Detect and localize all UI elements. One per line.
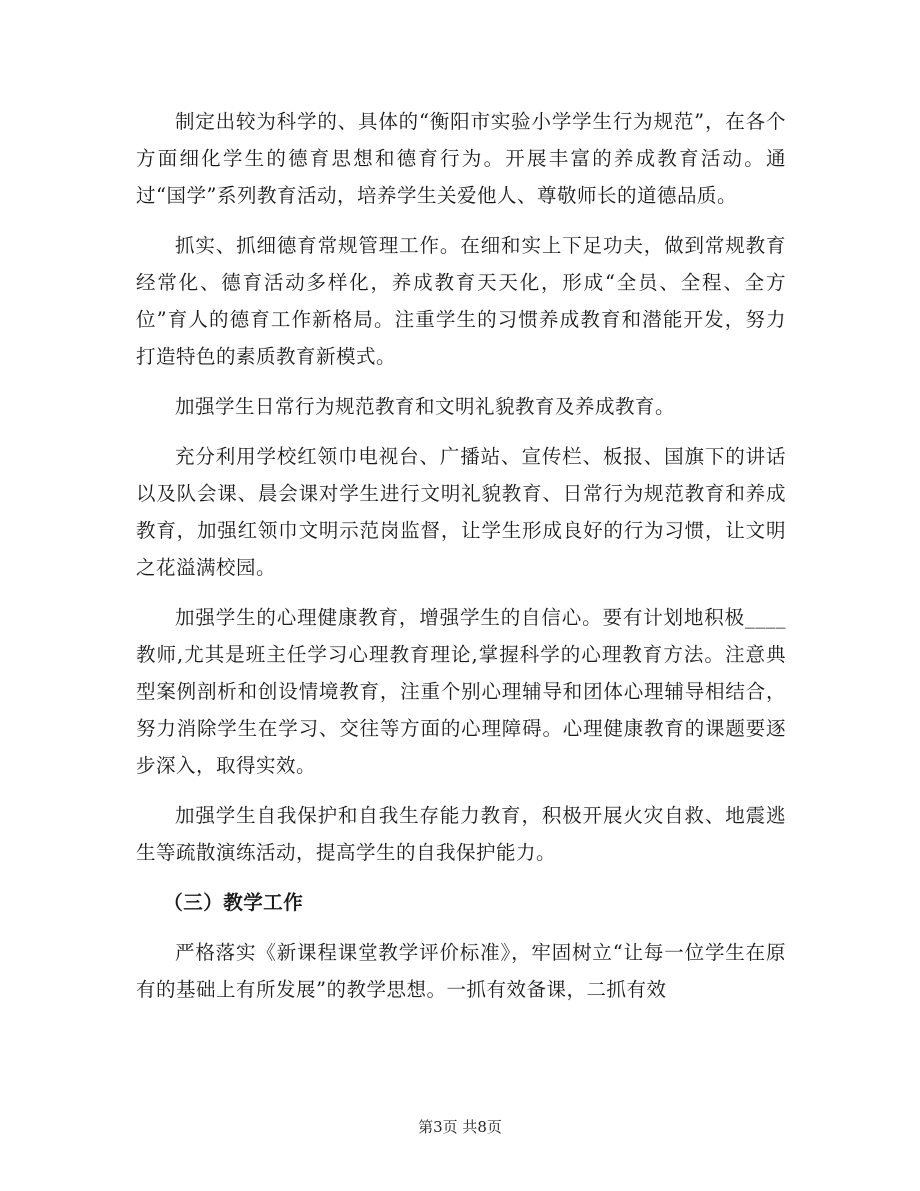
section-heading-teaching: （三）教学工作 bbox=[163, 891, 304, 914]
document-body bbox=[136, 103, 786, 1021]
paragraph-routine-management: 抓实、抓细德育常规管理工作。在细和实上下足功夫，做到常规教育经常化、德育活动多样化，养成教育天天化，形成“全员、全程、全方位”育人的德育工作新格局。注重学生的习惯养成教育和潜能开发，努力打造特色的素质教育新模式。 bbox=[136, 234, 786, 368]
page-number-footer: 第3页 共8页 bbox=[418, 1118, 502, 1136]
paragraph-behavior-norms: 制定出较为科学的、具体的“衡阳市实验小学学生行为规范”，在各个方面细化学生的德育思想和德育行为。开展丰富的养成教育活动。通过“国学”系列教育活动，培养学生关爱他人、尊敬师长的道德品质。 bbox=[136, 110, 786, 207]
paragraph-mental-health: 加强学生的心理健康教育，增强学生的自信心。要有计划地积极____教师,尤其是班主任学习心理教育理论,掌握科学的心理教育方法。注意典型案例剖析和创设情境教育，注重个别心理辅导和团体心理辅导相结合，努力消除学生在学习、交往等方面的心理障碍。心理健康教育的课题要逐步深入，取得实效。 bbox=[136, 606, 786, 777]
paragraph-self-protection: 加强学生自我保护和自我生存能力教育，积极开展火灾自救、地震逃生等疏散演练活动，提高学生的自我保护能力。 bbox=[136, 804, 786, 864]
paragraph-campus-media: 充分利用学校红领巾电视台、广播站、宣传栏、板报、国旗下的讲话以及队会课、晨会课对学生进行文明礼貌教育、日常行为规范教育和养成教育，加强红领巾文明示范岗监督，让学生形成良好的行为习惯，让文明之花溢满校园。 bbox=[136, 445, 786, 579]
paragraph-teaching-standards: 严格落实《新课程课堂教学评价标准》，牢固树立“让每一位学生在原有的基础上有所发展”的教学思想。一抓有效备课，二抓有效 bbox=[136, 941, 786, 1001]
paragraph-etiquette-education: 加强学生日常行为规范教育和文明礼貌教育及养成教育。 bbox=[175, 395, 676, 418]
